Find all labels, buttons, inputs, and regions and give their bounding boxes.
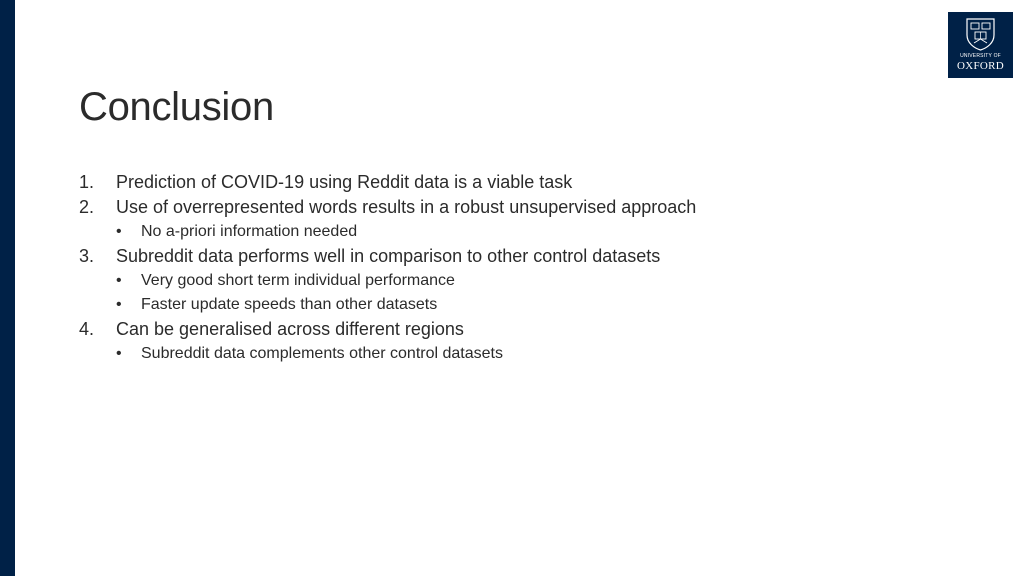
bullet-icon: • [116,272,122,289]
list-item-text: Use of overrepresented words results in a robust unsupervised approach [116,197,697,217]
logo-university-of: UNIVERSITY OF [960,53,1001,59]
list-number: 2. [79,197,95,217]
oxford-crest-icon [965,17,996,51]
list-item-text: Subreddit data performs well in comparison to other control datasets [116,246,661,266]
conclusion-list [79,170,939,366]
list-number: 4. [79,319,95,339]
sub-item-text: Faster update speeds than other datasets [141,296,438,313]
sub-item-text: Very good short term individual performance [141,272,455,289]
list-item-text: Can be generalised across different regions [116,319,464,339]
list-number: 1. [79,172,95,192]
bullet-icon: • [116,345,122,362]
left-accent-bar [0,0,15,576]
list-number: 3. [79,246,95,266]
sub-item-text: No a-priori information needed [141,223,358,240]
list-item-3 [79,244,939,269]
sub-item [79,269,939,293]
list-item-2 [79,195,939,220]
slide-title: Conclusion [79,85,274,129]
logo-oxford: OXFORD [956,60,1005,72]
bullet-icon: • [116,296,122,313]
sub-item [79,220,939,244]
oxford-logo [948,12,1013,78]
list-item-4 [79,317,939,342]
sub-item [79,293,939,317]
list-item-text: Prediction of COVID-19 using Reddit data is a viable task [116,172,573,192]
sub-item [79,342,939,366]
bullet-icon: • [116,223,122,240]
sub-item-text: Subreddit data complements other control datasets [141,345,503,362]
list-item-1 [79,170,939,195]
